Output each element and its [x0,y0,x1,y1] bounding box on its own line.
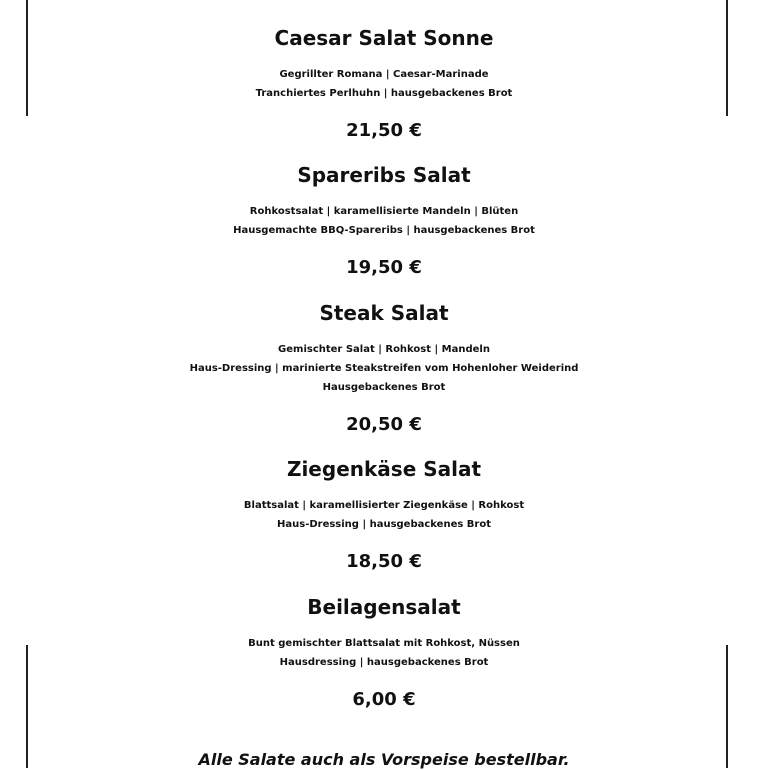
menu-item-beilagensalat [0,595,768,711]
description-line: Bunt gemischter Blattsalat mit Rohkost, Nüssen [248,638,520,649]
item-price: 18,50 € [346,551,422,572]
menu-item-ziegenkaese-salat [0,457,768,573]
description-line: Haus-Dressing | marinierte Steakstreifen vom Hohenloher Weiderind [189,363,579,374]
description-line: Gegrillter Romana | Caesar-Marinade [279,69,489,80]
menu-item-steak-salat [0,301,768,436]
item-description [0,65,768,103]
menu-item-spareribs-salat [0,163,768,279]
description-line: Rohkostsalat | karamellisierte Mandeln | Blüten [249,206,519,217]
description-line: Gemischter Salat | Rohkost | Mandeln [278,344,490,355]
description-line: Hausgebackenes Brot [322,382,446,393]
item-description [0,634,768,672]
item-title: Steak Salat [319,301,449,325]
item-title: Caesar Salat Sonne [274,26,494,50]
item-title: Beilagensalat [307,595,461,619]
item-price: 19,50 € [346,257,422,278]
item-title: Spareribs Salat [297,163,471,187]
footer-note: Alle Salate auch als Vorspeise bestellbar. [198,750,570,769]
item-description [0,340,768,397]
description-line: Hausdressing | hausgebackenes Brot [279,657,489,668]
item-title: Ziegenkäse Salat [286,457,482,481]
item-description [0,202,768,240]
item-description [0,496,768,534]
description-line: Hausgemachte BBQ-Spareribs | hausgebackenes Brot [233,225,535,236]
description-line: Haus-Dressing | hausgebackenes Brot [277,519,491,530]
description-line: Blattsalat | karamellisierter Ziegenkäse | Rohkost [243,500,525,511]
item-price: 6,00 € [352,689,416,710]
menu-item-caesar-salat [0,26,768,142]
item-price: 20,50 € [346,414,422,435]
description-line: Tranchiertes Perlhuhn | hausgebackenes Brot [255,88,513,99]
item-price: 21,50 € [346,120,422,141]
